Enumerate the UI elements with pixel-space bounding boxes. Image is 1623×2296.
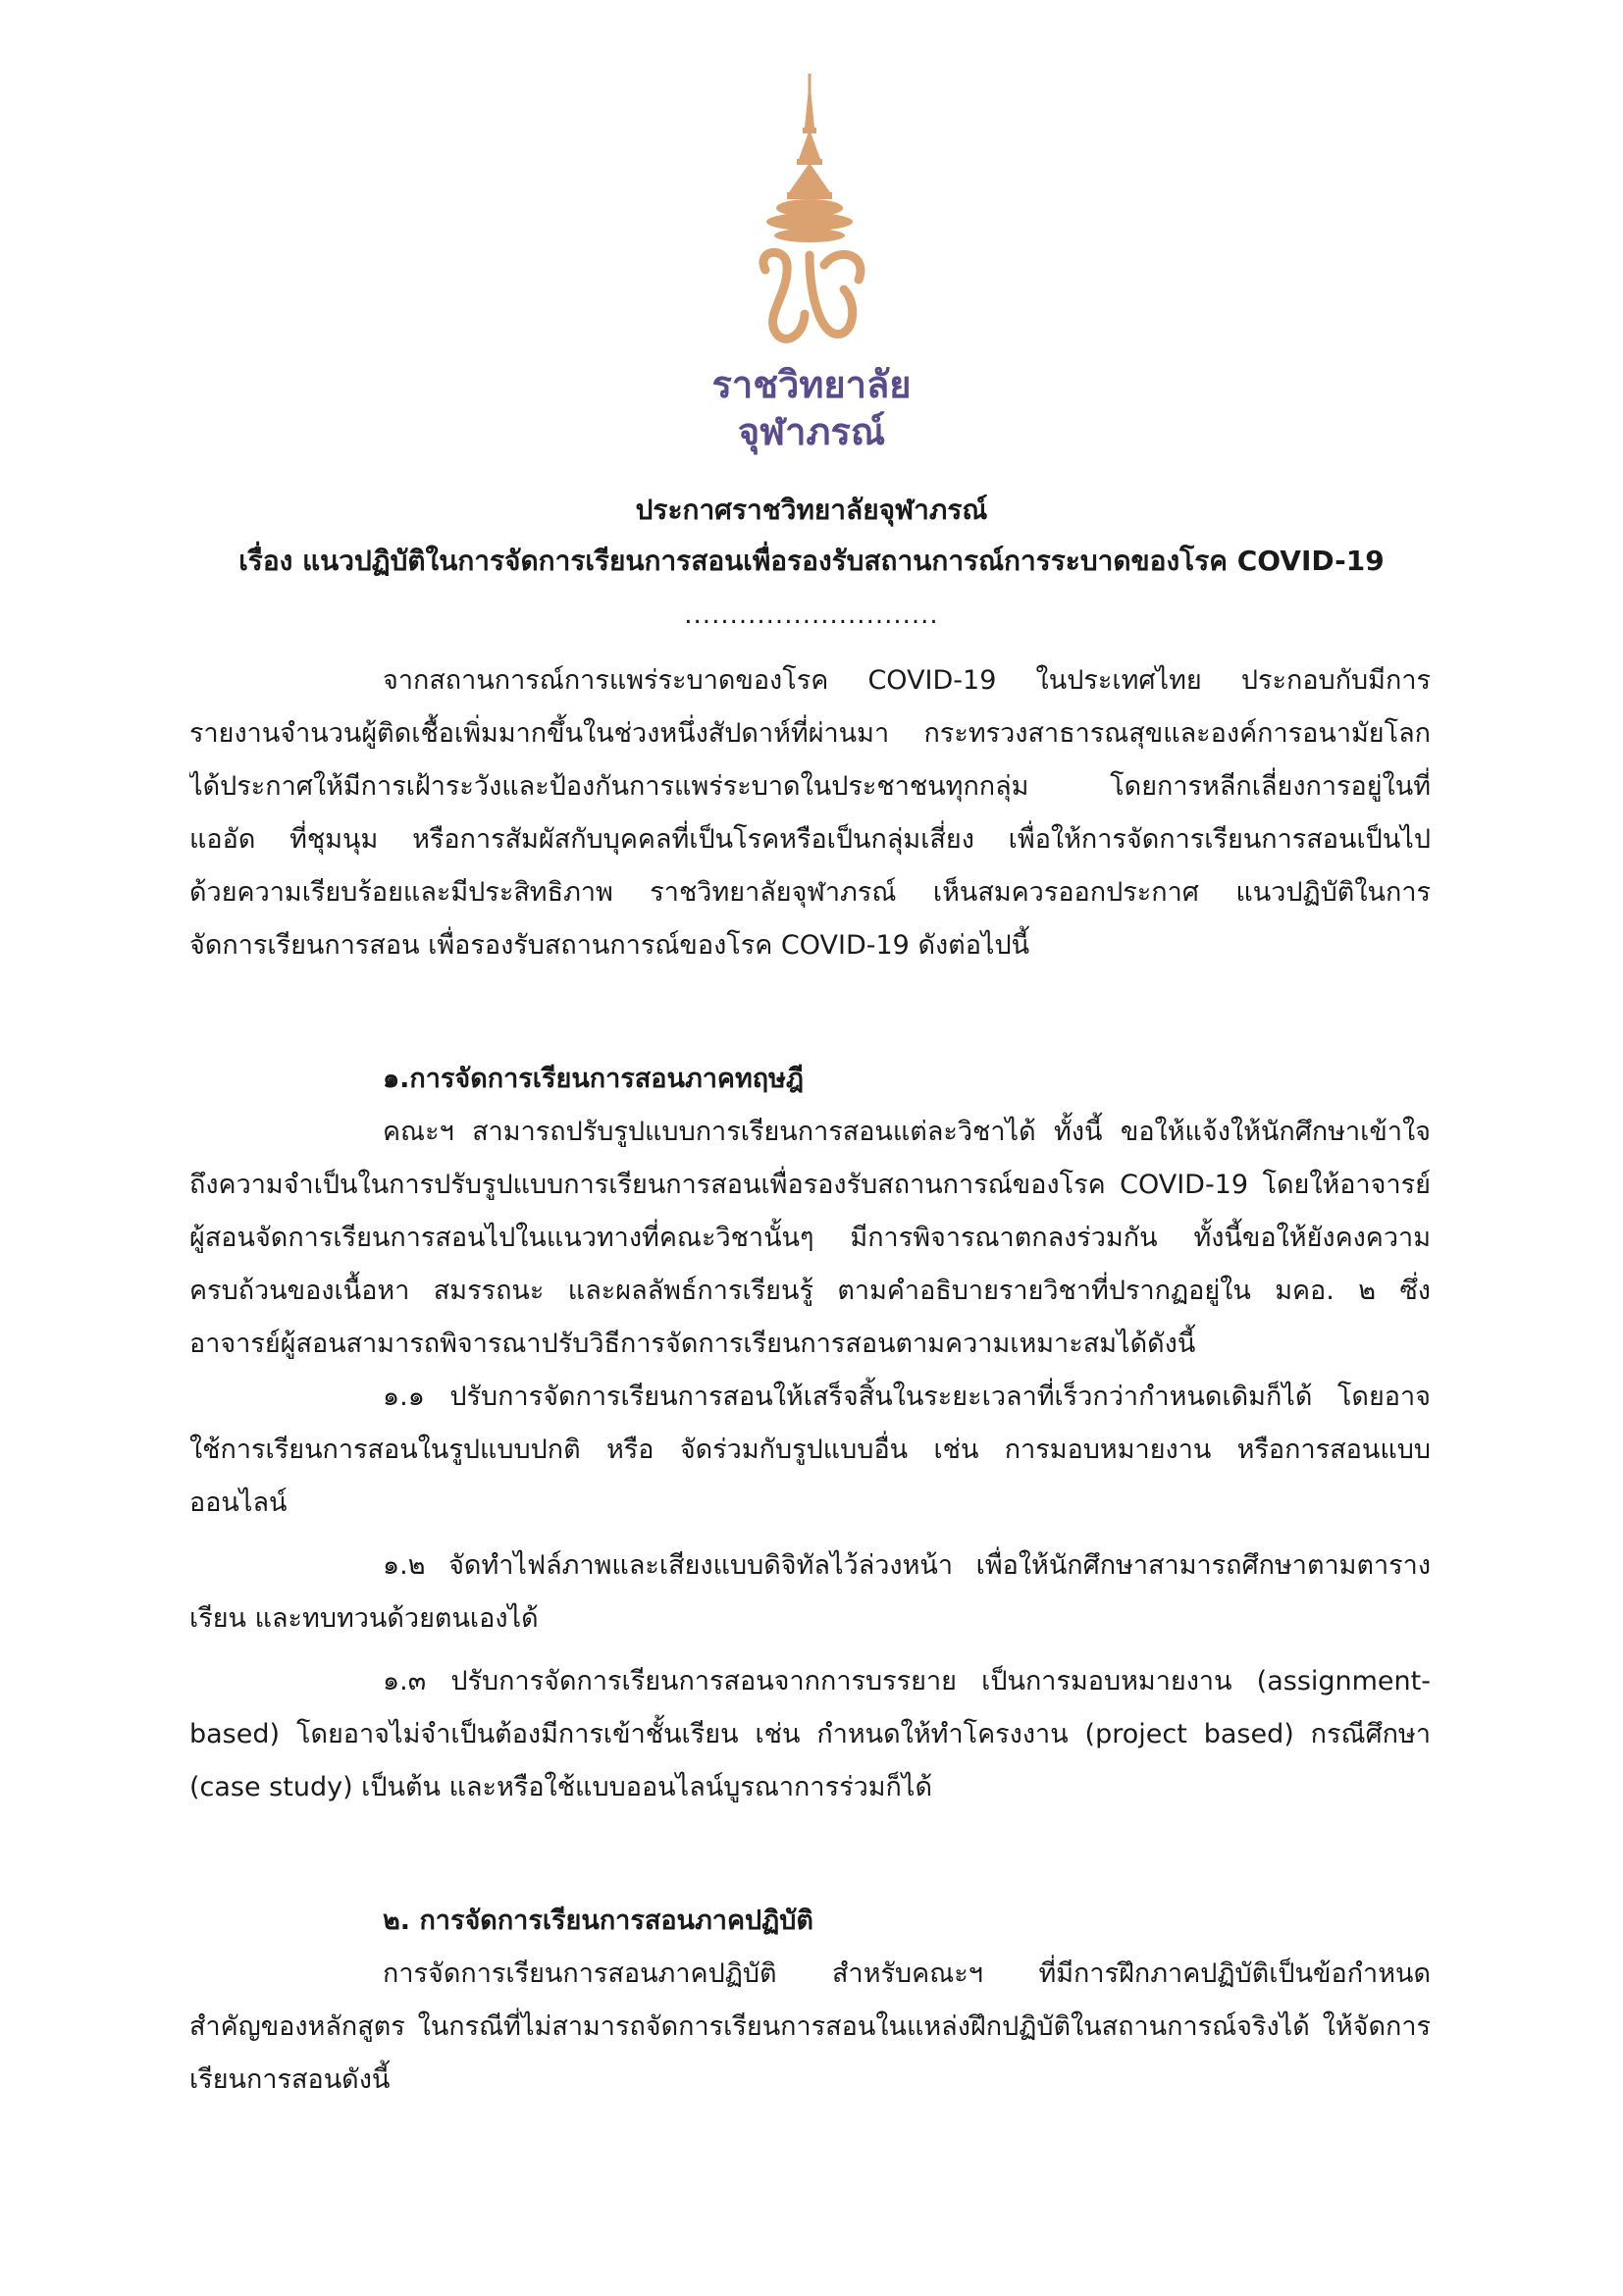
item-1-3-line: (case study) เป็นต้น และหรือใช้แบบออนไลน์บูรณาการร่วมก็ได้	[189, 1772, 932, 1802]
intro-line: ได้ประกาศให้มีการเฝ้าระวังและป้องกันการแพร่ระบาดในประชาชนทุกกลุ่ม โดยการหลีกเลี่ยงการอยู่ในที่	[189, 771, 1431, 802]
section1-line: คณะฯ สามารถปรับรูปแบบการเรียนการสอนแต่ละวิชาได้ ทั้งนี้ ขอให้แจ้งให้นักศึกษาเข้าใจ	[383, 1117, 1431, 1147]
item-1-3-line: based) โดยอาจไม่จำเป็นต้องมีการเข้าชั้นเรียน เช่น กำหนดให้ทำโครงงาน (project based) กรณีศึกษา	[189, 1719, 1431, 1749]
chulabhorn-crest-icon	[726, 69, 893, 363]
announcement-subject: เรื่อง แนวปฏิบัติในการจัดการเรียนการสอนเพื่อรองรับสถานการณ์การระบาดของโรค COVID-19	[238, 545, 1385, 577]
item-1-3-line: ๑.๓ ปรับการจัดการเรียนการสอนจากการบรรยาย เป็นการมอบหมายงาน (assignment-	[383, 1666, 1431, 1696]
section2-line: เรียนการสอนดังนี้	[189, 2064, 391, 2095]
intro-line: จัดการเรียนการสอน เพื่อรองรับสถานการณ์ของโรค COVID-19 ดังต่อไปนี้	[189, 930, 1030, 961]
item-1-1-line: ใช้การเรียนการสอนในรูปแบบปกติ หรือ จัดร่วมกับรูปแบบอื่น เช่น การมอบหมายงาน หรือการสอนแบบ	[189, 1435, 1431, 1465]
section2-heading: ๒. การจัดการเรียนการสอนภาคปฏิบัติ	[383, 1905, 813, 1936]
section2-line: สำคัญของหลักสูตร ในกรณีที่ไม่สามารถจัดการเรียนการสอนในแหล่งฝึกปฏิบัติในสถานการณ์จริงได้ ให้จัดการ	[189, 2011, 1431, 2042]
intro-line: ด้วยความเรียบร้อยและมีประสิทธิภาพ ราชวิทยาลัยจุฬาภรณ์ เห็นสมควรออกประกาศ แนวปฏิบัติในการ	[189, 877, 1431, 908]
intro-line: แออัด ที่ชุมนุม หรือการสัมผัสกับบุคคลที่เป็นโรคหรือเป็นกลุ่มเสี่ยง เพื่อให้การจัดการเรียนการสอนเป็นไป	[189, 824, 1431, 855]
intro-line: รายงานจำนวนผู้ติดเชื้อเพิ่มมากขึ้นในช่วงหนึ่งสัปดาห์ที่ผ่านมา กระทรวงสาธารณสุขและองค์การอนามัยโลก	[189, 718, 1431, 749]
section1-line: ครบถ้วนของเนื้อหา สมรรถนะ และผลลัพธ์การเรียนรู้ ตามคำอธิบายรายวิชาที่ปรากฏอยู่ใน มคอ. ๒ ซึ่ง	[189, 1276, 1431, 1306]
institution-name-line2: จุฬาภรณ์	[737, 410, 886, 453]
institution-name-line1: ราชวิทยาลัย	[711, 363, 912, 406]
item-1-1-line: ออนไลน์	[189, 1487, 288, 1518]
announcement-title: ประกาศราชวิทยาลัยจุฬาภรณ์	[635, 494, 988, 526]
section2-line: การจัดการเรียนการสอนภาคปฏิบัติ สำหรับคณะฯ ที่มีการฝึกภาคปฏิบัติเป็นข้อกำหนด	[383, 1958, 1431, 1989]
item-1-2-line: เรียน และทบทวนด้วยตนเองได้	[189, 1603, 539, 1634]
title-separator: ............................	[684, 600, 939, 630]
item-1-1-line: ๑.๑ ปรับการจัดการเรียนการสอนให้เสร็จสิ้นในระยะเวลาที่เร็วกว่ากำหนดเดิมก็ได้ โดยอาจ	[383, 1382, 1431, 1412]
item-1-2-line: ๑.๒ จัดทำไฟล์ภาพและเสียงแบบดิจิทัลไว้ล่วงหน้า เพื่อให้นักศึกษาสามารถศึกษาตามตาราง	[383, 1550, 1431, 1581]
section1-line: ผู้สอนจัดการเรียนการสอนไปในแนวทางที่คณะวิชานั้นๆ มีการพิจารณาตกลงร่วมกัน ทั้งนี้ขอให้ยังคงความ	[189, 1223, 1431, 1253]
intro-line: จากสถานการณ์การแพร่ระบาดของโรค COVID-19 ในประเทศไทย ประกอบกับมีการ	[383, 665, 1431, 696]
section1-line: อาจารย์ผู้สอนสามารถพิจารณาปรับวิธีการจัดการเรียนการสอนตามความเหมาะสมได้ดังนี้	[189, 1329, 1196, 1359]
section1-heading: ๑.การจัดการเรียนการสอนภาคทฤษฎี	[383, 1064, 805, 1094]
section1-line: ถึงความจำเป็นในการปรับรูปแบบการเรียนการสอนเพื่อรองรับสถานการณ์ของโรค COVID-19 โดยให้อาจารย์	[189, 1170, 1431, 1200]
